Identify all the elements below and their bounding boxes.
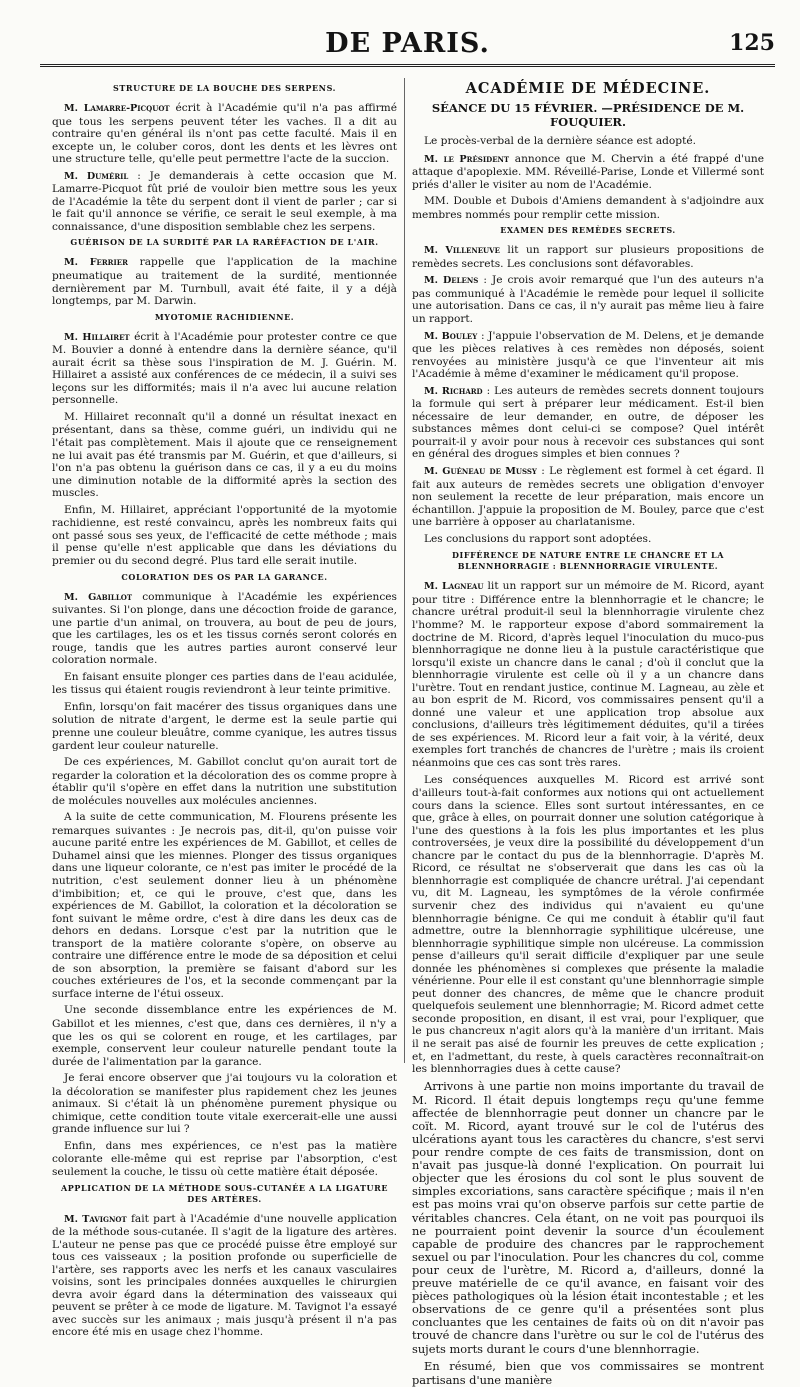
speaker-name: M. Richard [424, 385, 483, 397]
article-section [412, 225, 764, 546]
paragraph-text: Arrivons à une partie non moins importante du travail de M. Ricord. Il était depuis longtemps reçu qu'une femme affectée de blennhorragie peut donner un chancre par le coït. M. Ricord, ayant trouvé sur le col de l'utérus des ulcérations ayant tous les caractères du chancre, s'est servi pour rendre compte de ces faits de transmission, dont on n'avait pas jusque-là donné l'explication. On pourrait lui objecter que les érosions du col sont le plus souvent de simples excoriations, sans caractère spécifique ; mais il n'en est pas moins vrai qu'on observe parfois sur cette partie de véritables chancres. Cela étant, on ne voit pas pourquoi ils ne pourraient point devenir la source d'un écoulement capable de produire des chancres par le rapprochement sexuel ou par l'inoculation. Pour les chancres du col, comme pour ceux de l'urètre, M. Ricord a, d'ailleurs, donné la preuve matérielle de ce qu'il avance, en faisant voir des pièces pathologiques où la lésion était incontestable ; et les observations de ce genre qu'il a présentées sont plus concluantes que les centaines de faits où on dit n'avoir pas trouvé de chancre dans l'urètre ou sur le col de l'utérus des sujets morts durant le cours d'une blennhorragie. [412, 1078, 764, 1356]
section-title: STRUCTURE DE LA BOUCHE DES SERPENS. [112, 83, 337, 93]
speaker-name: M. Villeneuve [424, 245, 500, 257]
paragraph-text: rappelle que l'application de la machine pneumatique au traitement de la surdité, mentionnée dernièrement par M. Turnbull, avait été faite, il y a déjà longtemps, par M. Darwin. [52, 256, 397, 308]
paragraph-text: : Je crois avoir remarqué que l'un des auteurs n'a pas communiqué à l'Académie le remède pour lequel il sollicite une autorisation. Dans ce cas, il n'y aurait pas même lieu à faire un rapport. [412, 274, 764, 326]
paragraph-text: Les conséquences auxquelles M. Ricord est arrivé sont d'ailleurs tout-à-fait conformes aux notions qui ont actuellement cours dans la science. Elles sont surtout intéressantes, en ce que, grâce à elles, on pourrait donner une solution catégorique à l'une des questions à la fois les plus importantes et les plus controversées, je veux dire la possibilité du développement d'un chancre par le contact du pus de la blennhorragie. D'après M. Ricord, ce résultat ne s'observerait que dans les cas où la blennhorragie est compliquée de chancre urétral. J'ai cependant vu, dit M. Lagneau, les symptômes de la vérole confirmée survenir chez des individus qui n'avaient eu qu'une blennhorragie bénigne. Ce qui me conduit à établir qu'il faut admettre, outre la blennhorragie syphilitique ulcéreuse, une blennhorragie syphilitique simple non ulcéreuse. La commission pense d'ailleurs qu'il serait difficile d'expliquer par une seule donnée les phénomènes si complexes que présente la maladie vénérienne. Pour elle il est constant qu'une blennhorragie simple peut donner des chancres, de même que le chancre produit quelquefois seulement une blennhorragie; M. Ricord admet cette seconde proposition, en disant, il est vrai, pour l'expliquer, que le pus chancreux n'agit alors qu'à la manière d'un irritant. Mais il ne serait pas aisé de fournir les preuves de cette explication ; et, en l'admettant, du reste, à quels caractères reconnaîtrait-on les blennhorragies dues à cette cause? [412, 773, 764, 1076]
article-section [52, 83, 397, 233]
paragraph-text: : Les auteurs de remèdes secrets donnent toujours la formule qui sert à préparer leur médicament. Est-il bien nécessaire de leur demander, en outre, de déposer les substances mêmes dont celui-ci se compose? Quel intérêt pourrait-il y avoir pour nous à recevoir ces substances qui sont en général des drogues simples et bien connues ? [412, 384, 764, 461]
paragraph-text: En faisant ensuite plonger ces parties dans de l'eau acidulée, les tissus qui étaient rougis reviendront à leur teinte primitive. [52, 670, 397, 697]
paragraph-text: communique à l'Académie les expériences suivantes. Si l'on plonge, dans une décoction froide de garance, une partie d'un animal, on trouvera, au bout de peu de jours, que les cartilages, les os et les tissus cornés seront colorés en rouge, tandis que les autres parties auront conservé leur coloration normale. [52, 590, 397, 667]
paragraph-text: Une seconde dissemblance entre les expériences de M. Gabillot et les miennes, c'est que, dans ces dernières, il n'y a que les os qui se colorent en rouge, et les cartilages, par exemple, conservent leur couleur naturelle pendant toute la durée de l'alimentation par la garance. [52, 1004, 397, 1068]
paragraph [52, 102, 397, 166]
paragraph [412, 465, 764, 529]
paragraph-text: Le procès-verbal de la dernière séance est adopté. [424, 135, 696, 147]
article-section [52, 572, 397, 1179]
paragraph-text: fait part à l'Académie d'une nouvelle application de la méthode sous-cutanée. Il s'agit de la ligature des artères. L'auteur ne pense pas que ce procédé puisse être employé sur tous ces vaisseaux ; la position profonde ou superficielle de l'artère, ses rapports avec les nerfs et les canaux vasculaires voisins, sont les principales données auxquelles le chirurgien devra avoir égard dans la détermination des vaisseaux qui peuvent se prêter à ce mode de ligature. M. Tavignot l'a essayé avec succès sur les animaux ; mais jusqu'à présent il n'a pas encore été mis en usage chez l'homme. [52, 1212, 398, 1339]
paragraph-text: lit un rapport sur un mémoire de M. Ricord, ayant pour titre : Différence entre la blennhorragie et le chancre; le chancre urétral produit-il seul la blennhorragie virulente chez l'homme? M. le rapporteur expose d'abord sommairement la doctrine de M. Ricord, d'après lequel l'inoculation du muco-pus blennhorragique ne donne lieu à la pustule caractéristique que lorsqu'il existe un chancre dans le canal ; d'où il conclut que la blennhorragie virulente est celle où il y a un chancre dans l'urètre. Tout en rendant justice, continue M. Lagneau, au zèle et au bon esprit de M. Ricord, vos commissaires pensent qu'il a donné une valeur et une application trop absolue aux conclusions, d'ailleurs très légitimement déduites, qu'il a tirées de ses expériences. M. Ricord leur a fait voir, à la vérité, deux exemples fort tranchés de chancres de l'urètre ; mais ils croient néanmoins que ces cas sont très rares. [412, 580, 764, 769]
paragraph-text: Enfin, dans mes expériences, ce n'est pas la matière colorante elle-même qui est reprise par l'absorption, c'est seulement la couche, le tissu où cette matière était déposée. [52, 1139, 397, 1179]
paragraph-text: écrit à l'Académie pour protester contre ce que M. Bouvier a donné à entendre dans la dernière séance, qu'il aurait écrit sa thèse sous l'inspiration de M. J. Guérin. M. Hillairet a assisté aux conférences de ce médecin, il a suivi ses leçons sur les difformités; mais il n'a avec lui aucune relation personnelle. [52, 330, 397, 407]
speaker-name: M. le Président [424, 153, 510, 165]
paragraph [52, 504, 397, 568]
paragraph-text: A la suite de cette communication, M. Flourens présente les remarques suivantes : Je necrois pas, dit-il, qu'on puisse voir aucune parité entre les expériences de M. Gabillot, et celles de Duhamel ainsi que les miennes. Plonger des tissus organiques dans une liqueur colorante, ce n'est pas imiter le procédé de la nutrition, c'est seulement donner lieu à un phénomène d'imbibition; et, ce qui le prouve, c'est que, dans les expériences de M. Gabillot, la coloration et la décoloration se font suivant le même ordre, c'est à dire dans les deux cas de dehors en dedans. Lorsque c'est par la nutrition que le transport de la matière colorante s'opère, on observe au contraire une différence entre le mode de sa déposition et celui de son absorption, la première se faisant d'abord sur les couches extérieures de l'os, et la seconde commençant par la surface interne de l'étui osseux. [52, 811, 397, 1000]
paragraph [52, 1072, 397, 1136]
speaker-name: M. Lamarre-Picquot [64, 103, 170, 114]
speaker-name: M. Guéneau de Mussy [424, 466, 537, 478]
paragraph-text: Je ferai encore observer que j'ai toujours vu la coloration et la décoloration se manifester plus rapidement chez les jeunes animaux. Si c'était là un phénomène purement physique ou chimique, cette condition toute vitale exercerait-elle une aussi grande influence sur lui ? [52, 1072, 397, 1136]
paragraph [52, 811, 397, 1000]
paragraph [412, 330, 764, 381]
paragraph [412, 533, 764, 547]
section-title: APPLICATION DE LA MÉTHODE SOUS-CUTANÉE A LA LIGATURE DES ARTÈRES. [60, 1182, 389, 1204]
seance-title: SÉANCE DU 15 FÉVRIER. —PRÉSIDENCE DE M. FOUQUIER. [431, 101, 745, 129]
paragraph [412, 153, 764, 192]
speaker-name: M. Gabillot [64, 591, 133, 603]
speaker-name: M. Tavignot [64, 1213, 127, 1225]
paragraph-text: Enfin, M. Hillairet, appréciant l'opportunité de la myotomie rachidienne, est resté convaincu, après les nombreux faits qui ont passé sous ses yeux, de l'efficacité de cette méthode ; mais il pense qu'elle n'est applicable que dans les déviations du premier ou du second degré. Plus tard elle serait inutile. [52, 503, 397, 567]
paragraph [412, 580, 764, 769]
paragraph [52, 331, 397, 407]
paragraph-text: : Le règlement est formel à cet égard. Il fait aux auteurs de remèdes secrets une obligation d'envoyer non seulement la recette de leur préparation, mais encore un échantillon. J'appuie la proposition de M. Bouley, parce que c'est une barrière à opposer au charlatanisme. [412, 465, 765, 529]
paragraph [52, 756, 397, 807]
paragraph-text: : Je demanderais à cette occasion que M. Lamarre-Picquot fût prié de vouloir bien mettre sous les yeux de l'Académie la tête du serpent dont il vient de parler ; car si le fait qu'il annonce se vérifie, ce serait le seul exemple, à ma connaissance, d'une disposition semblable chez les serpens. [52, 169, 397, 233]
paragraph-text: M. Hillairet reconnaît qu'il a donné un résultat inexact en présentant, dans sa thèse, comme guéri, un individu qui ne l'était pas complètement. Mais il ajoute que ce renseignement ne lui avait pas été transmis par M. Guérin, et que d'ailleurs, si l'on n'a pas obtenu la guérison dans ce cas, il y a eu du moins une diminution notable de la difformité après la section des muscles. [52, 410, 397, 500]
paragraph-text: écrit à l'Académie qu'il n'a pas affirmé que tous les serpens peuvent téter les vaches. Il a dit au contraire qu'en général ils n'ont pas cette faculté. Mais il en excepte un, le coluber coros, dont les dents et les lèvres ont une structure telle, qu'elle peut permettre l'acte de la succion. [52, 102, 397, 166]
speaker-name: M. Lagneau [424, 581, 484, 593]
section-title: MYOTOMIE RACHIDIENNE. [154, 311, 295, 322]
paragraph-text: Enfin, lorsqu'on fait macérer des tissus organiques dans une solution de nitrate d'argent, le derme est la seule partie qui prenne une couleur bleuâtre, comme cyanique, les autres tissus gardent leur couleur naturelle. [52, 700, 397, 752]
paragraph [412, 1080, 764, 1356]
paragraph-text: lit un rapport sur plusieurs propositions de remèdes secrets. Les conclusions sont défavorables. [412, 244, 764, 270]
page-number: 125 [729, 30, 775, 56]
closing-paragraphs [412, 1080, 764, 1387]
paragraph-text: annonce que M. Chervin a été frappé d'une attaque d'apoplexie. MM. Réveillé-Parise, Londe et Villermé sont priés d'aller le visiter au nom de l'Académie. [412, 152, 764, 191]
section-title: GUÉRISON DE LA SURDITÉ PAR LA RARÉFACTION DE L'AIR. [70, 237, 379, 248]
paragraph [412, 774, 764, 1076]
article-section [412, 550, 764, 1075]
paragraph [412, 274, 764, 325]
speaker-name: M. Bouley [424, 330, 478, 342]
paragraph [412, 385, 764, 461]
right-column [412, 80, 765, 1387]
header-rule [40, 64, 775, 67]
paragraph [52, 591, 397, 667]
article-section [52, 1183, 397, 1339]
page-title: DE PARIS. [325, 28, 490, 59]
column-divider [404, 78, 405, 1063]
paragraph-text: De ces expériences, M. Gabillot conclut qu'on aurait tort de regarder la coloration et la décoloration des os comme propre à établir qu'il s'opère en effet dans la nutrition une substitution de molécules nouvelles aux molécules anciennes. [52, 756, 397, 807]
paragraph [52, 1140, 397, 1179]
paragraph [52, 671, 397, 697]
speaker-name: M. Delens [424, 275, 479, 287]
section-title: EXAMEN DES REMÈDES SECRETS. [500, 225, 676, 236]
speaker-name: M. Duméril [64, 170, 129, 182]
paragraph [52, 170, 397, 234]
paragraph-text: Les conclusions du rapport sont adoptées. [424, 532, 652, 545]
speaker-name: M. Ferrier [64, 257, 128, 269]
paragraph [52, 256, 397, 307]
paragraph [52, 1004, 397, 1068]
page-header [40, 24, 775, 68]
paragraph [52, 701, 397, 752]
speaker-name: M. Hillairet [64, 331, 130, 343]
section-title: DIFFÉRENCE DE NATURE ENTRE LE CHANCRE ET LA BLENNHORRAGIE : BLENNHORRAGIE VIRULENTE. [451, 550, 725, 572]
paragraph [412, 244, 764, 270]
paragraph [412, 135, 764, 149]
seance-intro [412, 135, 764, 221]
paragraph-text: En résumé, bien que vos commissaires se montrent partisans d'une manière [412, 1358, 764, 1387]
academy-title: ACADÉMIE DE MÉDECINE. [465, 80, 711, 97]
article-section [52, 312, 397, 568]
article-section [52, 237, 397, 307]
paragraph [52, 1213, 397, 1339]
paragraph-text: MM. Double et Dubois d'Amiens demandent à s'adjoindre aux membres nommés pour remplir cette mission. [412, 195, 764, 221]
paragraph-text: : J'appuie l'observation de M. Delens, et je demande que les pièces relatives à ces remèdes non déposés, soient renvoyées au ministère jusqu'à ce que l'inventeur ait mis l'Académie à même d'examiner le médicament qu'il propose. [412, 329, 764, 381]
paragraph [52, 411, 397, 500]
right-sections [412, 225, 764, 1075]
section-title: COLORATION DES OS PAR LA GARANCE. [121, 571, 328, 582]
paragraph [412, 195, 764, 221]
left-column [52, 80, 398, 1339]
paragraph [412, 1360, 764, 1387]
